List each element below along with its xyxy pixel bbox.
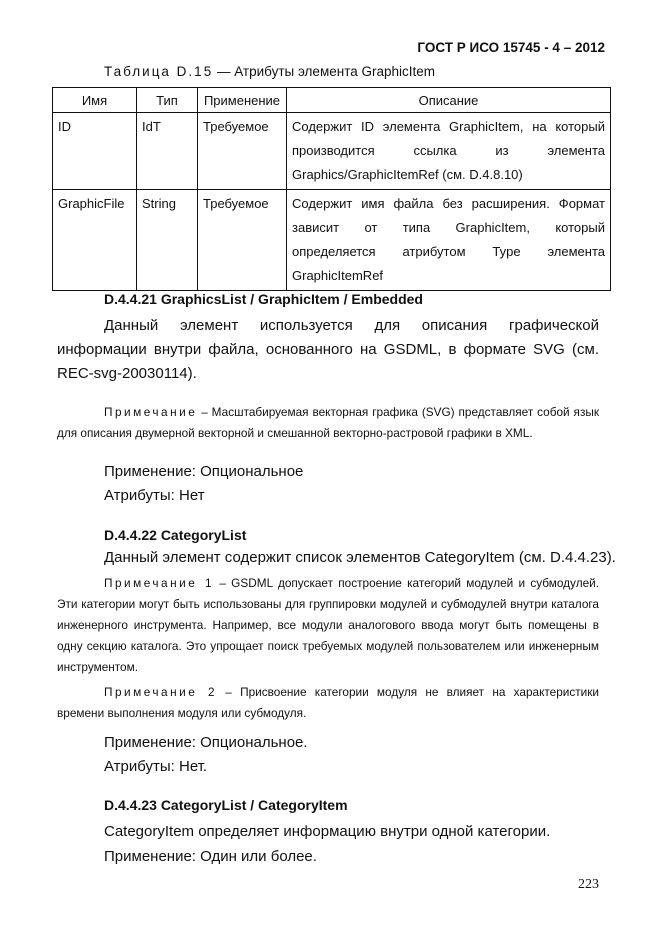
header-name: Имя xyxy=(53,88,137,113)
note-2 xyxy=(57,682,599,724)
section-paragraph-d4421: Данный элемент используется для описания графической информации внутри файла, основанного на GSDML, в формате SVG (см. REC-svg-20030114). xyxy=(57,317,599,382)
section-paragraph-d4423: CategoryItem определяет информацию внутри одной категории. xyxy=(104,823,551,840)
note-1 xyxy=(57,573,599,678)
cell-description: Содержит ID элемента GraphicItem, на который производится ссылка из элемента Graphics/GraphicItemRef (см. D.4.8.10) xyxy=(287,113,611,190)
attributes-line: Атрибуты: Нет xyxy=(104,487,205,504)
cell-usage: Требуемое xyxy=(198,113,287,190)
page-number: 223 xyxy=(578,877,599,892)
cell-type: IdT xyxy=(137,113,198,190)
note-label: Примечание 1 xyxy=(104,576,215,590)
table-caption xyxy=(104,64,435,79)
cell-name: GraphicFile xyxy=(53,190,137,291)
attributes-line: Атрибуты: Нет. xyxy=(104,758,208,775)
table-caption-text: — Атрибуты элемента GraphicItem xyxy=(213,64,436,79)
header-description: Описание xyxy=(287,88,611,113)
table-header-row xyxy=(53,88,611,113)
header-usage: Применение xyxy=(198,88,287,113)
note-label: Примечание 2 xyxy=(104,685,218,699)
standard-header: ГОСТ Р ИСО 15745 - 4 – 2012 xyxy=(417,40,605,55)
cell-description: Содержит имя файла без расширения. Формат зависит от типа GraphicItem, который определяется атрибутом Type элемента GraphicItemRef xyxy=(287,190,611,291)
cell-usage: Требуемое xyxy=(198,190,287,291)
table-row xyxy=(53,190,611,291)
note-label: Примечание xyxy=(104,405,198,419)
table-row xyxy=(53,113,611,190)
note-text: – GSDML допускает построение категорий модулей и субмодулей. Эти категории могут быть использованы для группировки модулей и субмодулей внутри каталога инженерного инструмента. Например, все модули аналогового ввода могут быть помещены в одну секцию каталога. Это упрощает поиск требуемых модулей пользователем или инженерным инструментом. xyxy=(57,576,600,674)
note-svg xyxy=(57,402,599,444)
cell-name: ID xyxy=(53,113,137,190)
usage-line: Применение: Один или более. xyxy=(104,848,317,865)
cell-type: String xyxy=(137,190,198,291)
note-text: – Масштабируемая векторная графика (SVG) представляет собой язык для описания двумерной векторной и смешанной векторно-растровой графики в XML. xyxy=(57,405,599,440)
section-heading-d4423: D.4.4.23 CategoryList / CategoryItem xyxy=(104,797,348,813)
attributes-table xyxy=(52,87,611,291)
note-text: – Присвоение категории модуля не влияет на характеристики времени выполнения модуля или субмодуля. xyxy=(57,685,599,720)
table-caption-prefix: Таблица D.15 xyxy=(104,64,214,79)
section-paragraph-d4422: Данный элемент содержит список элементов CategoryItem (см. D.4.4.23). xyxy=(104,549,616,566)
section-heading-d4422: D.4.4.22 CategoryList xyxy=(104,527,247,543)
usage-line: Применение: Опциональное. xyxy=(104,734,308,751)
usage-line: Применение: Опциональное xyxy=(104,463,304,480)
section-heading-d4421: D.4.4.21 GraphicsList / GraphicItem / Embedded xyxy=(104,291,423,307)
header-type: Тип xyxy=(137,88,198,113)
